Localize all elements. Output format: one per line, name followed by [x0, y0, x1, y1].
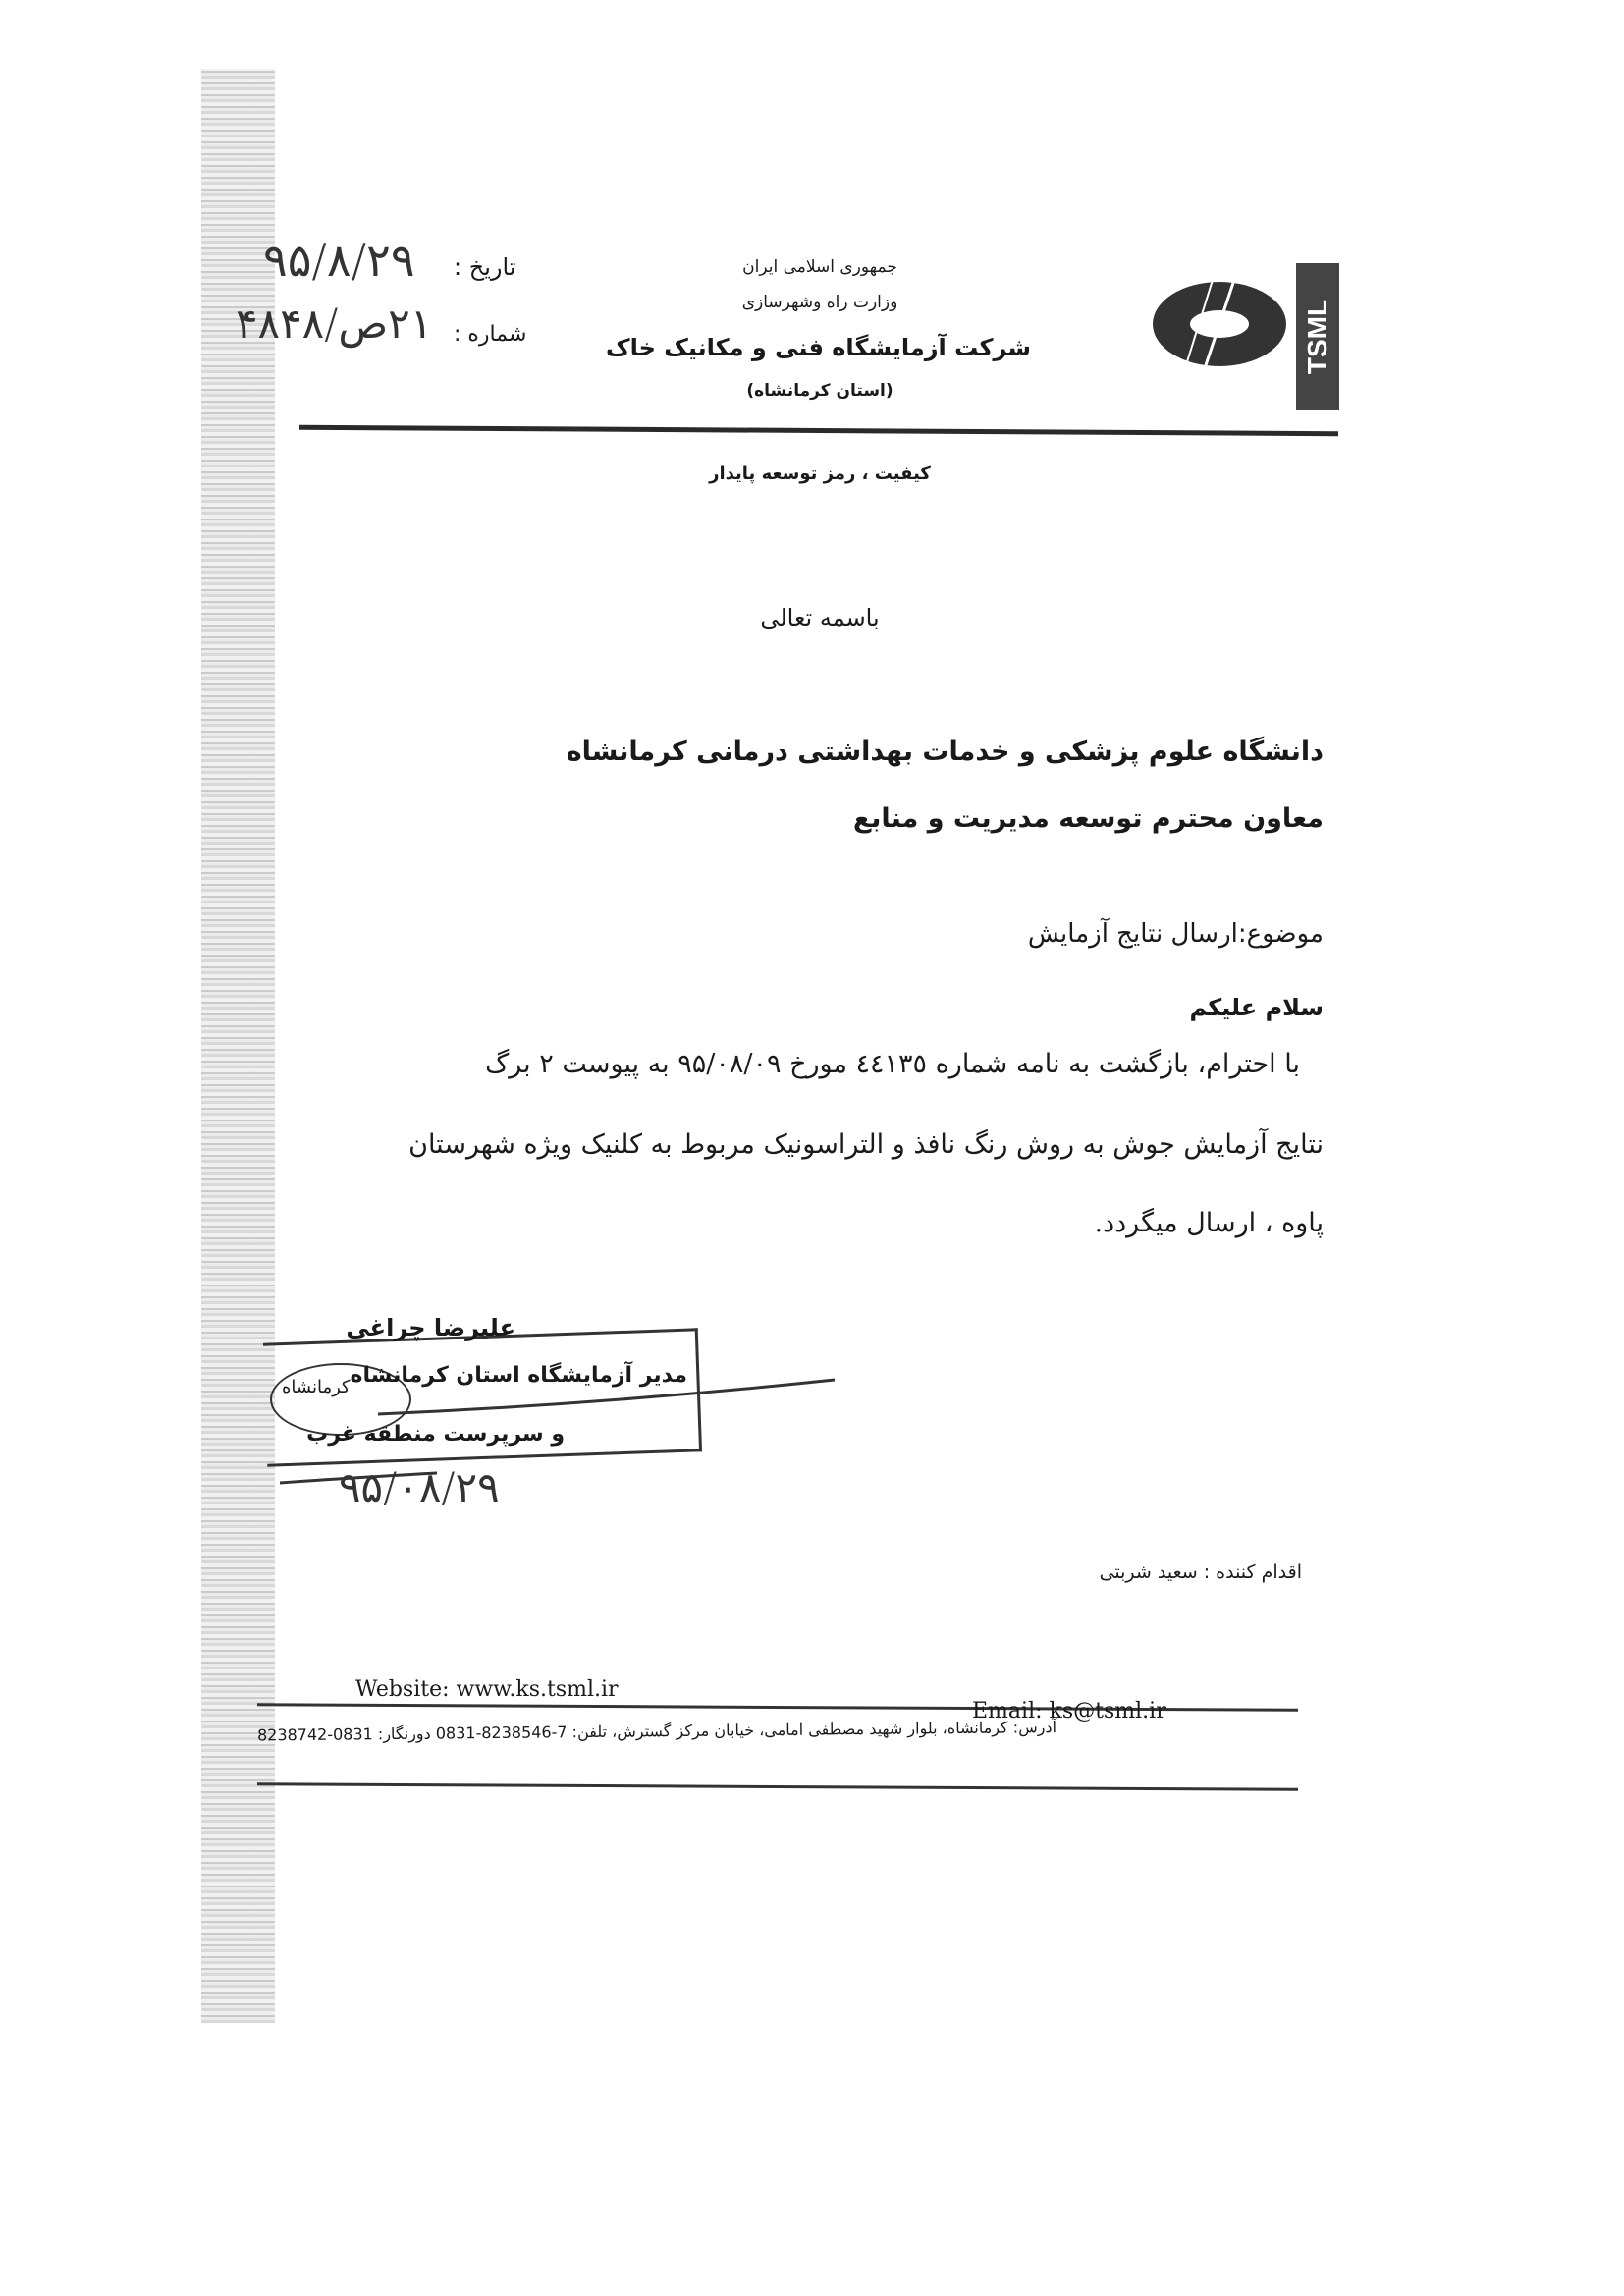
- header-ministry: وزارت راه وشهرسازی: [741, 293, 898, 312]
- footer-address: آدرس: کرمانشاه، بلوار شهید مصطفی امامی، خیابان مرکز گسترش، تلفن: 7-8238546-0831 دورنگار: 0831-8238742: [256, 1718, 1057, 1745]
- date-handwritten: ۹۵/۸/۲۹: [263, 234, 415, 287]
- logo-tsml-bar: [1296, 263, 1339, 410]
- logo-emblem-icon: [1151, 280, 1288, 368]
- body-line3: پاوه ، ارسال میگردد.: [1094, 1208, 1324, 1238]
- footer-website: Website: www.ks.tsml.ir: [355, 1677, 619, 1702]
- header-country: جمهوری اسلامی ایران: [742, 257, 897, 277]
- header-province: (استان کرمانشاه): [746, 381, 893, 401]
- recipient-line2: معاون محترم توسعه مدیریت و منابع: [852, 803, 1324, 834]
- number-handwritten: ۲۱ص/۴۸۴۸: [236, 300, 433, 348]
- footer-divider-bottom: [257, 1782, 1298, 1791]
- footer-email: Email: ks@tsml.ir: [972, 1699, 1166, 1723]
- header-motto: کیفیت ، رمز توسعه پایدار: [709, 464, 931, 484]
- stamp-title1: مدیر آزمایشگاه استان کرمانشاه: [350, 1363, 687, 1388]
- body-line2: نتایج آزمایش جوش به روش رنگ نافذ و التراسونیک مربوط به کلنیک ویژه شهرستان: [408, 1129, 1324, 1160]
- logo-text: TSML: [1302, 299, 1332, 375]
- recipient-line1: دانشگاه علوم پزشکی و خدمات بهداشتی درمانی کرمانشاه: [566, 737, 1324, 767]
- invocation: باسمه تعالی: [760, 604, 880, 631]
- subject: موضوع:ارسال نتایج آزمایش: [1027, 919, 1324, 949]
- signature-stamp: [260, 1306, 849, 1532]
- stamp-title2: و سرپرست منطقه غرب: [306, 1422, 565, 1447]
- header-divider: [299, 425, 1338, 436]
- signature-date: ۹۵/۰۸/۲۹: [339, 1463, 500, 1511]
- date-label: تاریخ :: [454, 253, 516, 281]
- header-company: شرکت آزمایشگاه فنی و مکانیک خاک: [606, 334, 1031, 361]
- number-label: شماره :: [454, 322, 527, 347]
- action-by: اقدام کننده : سعید شربتی: [1099, 1561, 1302, 1583]
- company-logo: [1151, 280, 1288, 368]
- stamp-name: علیرضا چراغی: [346, 1314, 515, 1341]
- body-line1: با احترام، بازگشت به نامه شماره ٤٤١٣٥ مورخ ۹۵/۰۸/۰۹ به پیوست ۲ برگ: [485, 1049, 1300, 1079]
- greeting: سلام علیکم: [1189, 994, 1324, 1021]
- seal-text: کرمانشاه: [282, 1377, 351, 1397]
